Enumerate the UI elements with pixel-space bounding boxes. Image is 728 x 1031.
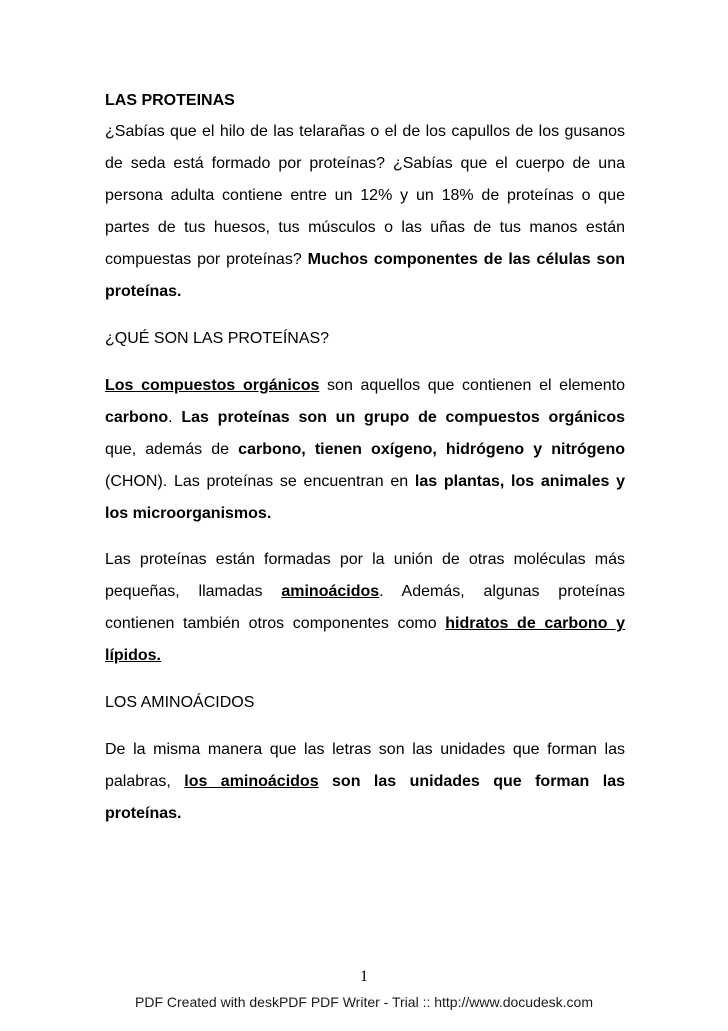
compuestos-text-1: son aquellos que contienen el elemento — [319, 377, 625, 394]
compuestos-paragraph — [105, 370, 625, 530]
compuestos-text-4: (CHON). Las proteínas se encuentran en — [105, 473, 415, 490]
intro-bold-text: Muchos componentes de las células son proteínas. — [105, 251, 626, 300]
bold-locations: las plantas, los animales y los microorganismos. — [105, 473, 626, 522]
term-los-aminoacidos: los aminoácidos — [184, 773, 319, 790]
intro-text: ¿Sabías que el hilo de las telarañas o el de los capullos de los gusanos de seda está formado por proteínas? ¿Sabías que el cuerpo de una persona adulta contiene entre un 12% y un 18% de proteínas o que partes de tus huesos, tus músculos o las uñas de tus manos están compuestas por proteínas? — [105, 123, 625, 268]
intro-paragraph — [105, 116, 625, 308]
aminoacidos-text-1: De la misma manera que las letras son las unidades que forman las palabras, — [105, 741, 625, 790]
bold-elements: carbono, tienen oxígeno, hidrógeno y nitrógeno — [238, 441, 626, 458]
bold-definition: Las proteínas son un grupo de compuestos orgánicos — [181, 409, 626, 426]
term-carbono: carbono — [105, 409, 169, 426]
term-aminoacidos: aminoácidos — [281, 583, 380, 600]
compuestos-text-3: que, además de — [105, 441, 239, 458]
formadas-paragraph — [105, 544, 625, 672]
document-body — [105, 88, 625, 830]
section-heading-aminoacidos: LOS AMINOÁCIDOS — [105, 694, 255, 711]
aminoacidos-bold-text: son las unidades que forman las proteínas. — [105, 773, 625, 822]
term-compuestos-organicos: Los compuestos orgánicos — [105, 377, 320, 394]
formadas-text-2: . Además, algunas proteínas contienen también otros componentes como — [105, 583, 626, 632]
document-title: LAS PROTEINAS — [105, 92, 235, 109]
pdf-footer: PDF Created with deskPDF PDF Writer - Trial :: http://www.docudesk.com — [135, 994, 593, 1010]
formadas-text-1: Las proteínas están formadas por la unión de otras moléculas más pequeñas, llamadas — [105, 551, 625, 600]
page-number: 1 — [360, 968, 368, 985]
compuestos-text-2: . — [168, 409, 182, 426]
section-heading-que-son: ¿QUÉ SON LAS PROTEÍNAS? — [105, 330, 330, 347]
term-hidratos-lipidos: hidratos de carbono y lípidos. — [105, 615, 626, 664]
aminoacidos-paragraph — [105, 734, 625, 830]
